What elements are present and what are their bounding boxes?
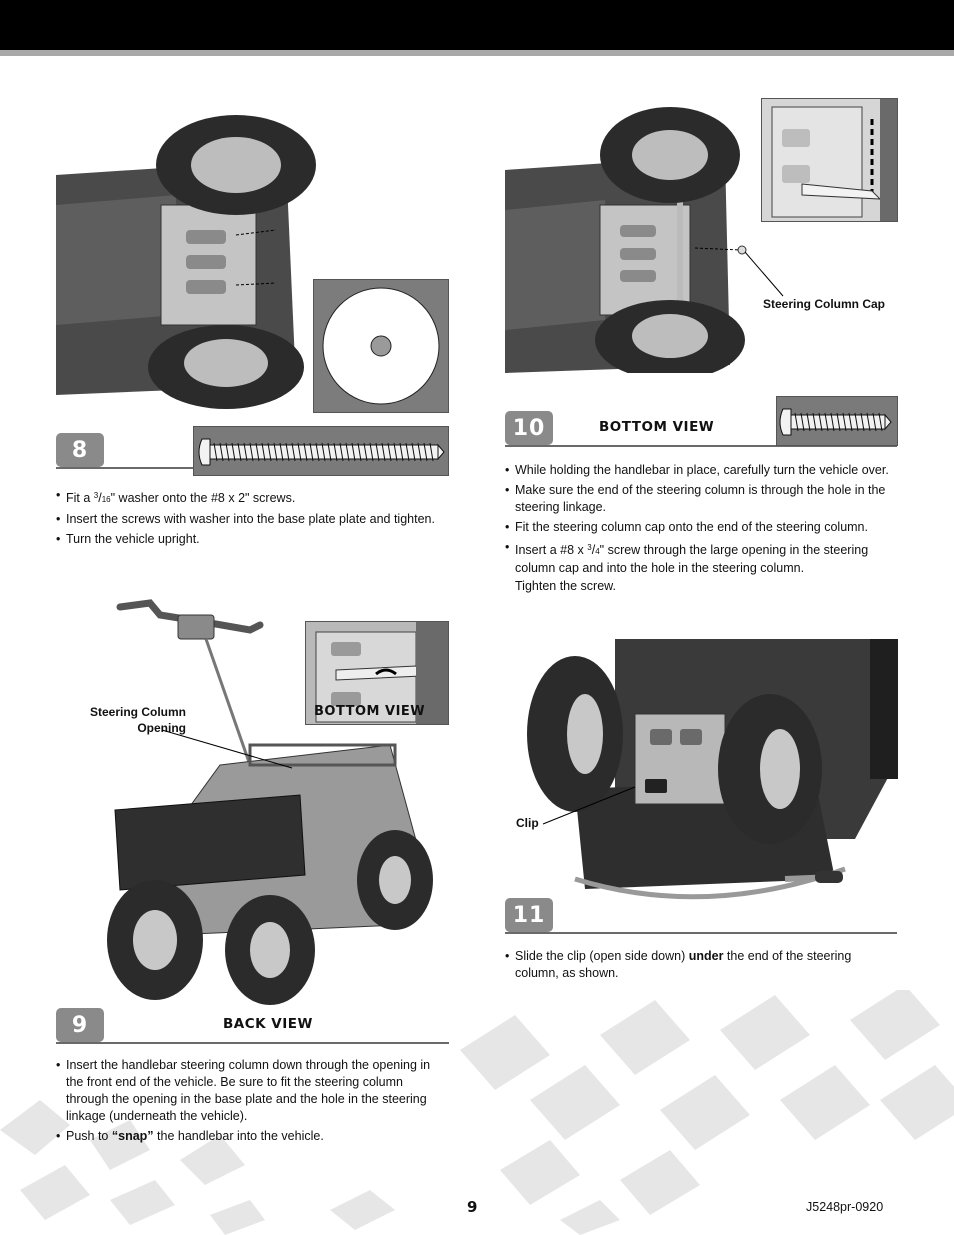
washer-icon — [314, 280, 449, 413]
step10-bullet-2: • Make sure the end of the steering column is through the hole in the steering linkage. — [505, 482, 905, 516]
atv-illustration — [762, 99, 898, 222]
washer-inset — [313, 279, 449, 413]
step8-bullet-2: • Insert the screws with washer into the base plate plate and tighten. — [56, 511, 451, 528]
screw-icon — [777, 397, 899, 447]
callout-leader-line — [160, 726, 300, 776]
step10-badge: 10 — [505, 411, 553, 445]
step8-atv-underside-figure — [56, 105, 316, 410]
step8-badge: 8 — [56, 433, 104, 467]
step10-tighten-note: Tighten the screw. — [515, 579, 616, 593]
step9-view-label: BACK VIEW — [223, 1016, 313, 1032]
steering-column-cap-label: Steering Column Cap — [763, 297, 886, 311]
step9-inset-label: BOTTOM VIEW — [314, 704, 426, 719]
header-rule — [0, 50, 954, 56]
step10-bullet-1: • While holding the handlebar in place, carefully turn the vehicle over. — [505, 462, 905, 479]
clip-label: Clip — [516, 816, 539, 830]
atv-illustration — [56, 105, 316, 410]
step8-bullet-3: • Turn the vehicle upright. — [56, 531, 451, 548]
step11-instructions — [505, 948, 897, 985]
step8-screw-box — [193, 426, 449, 476]
step11-badge: 11 — [505, 898, 553, 932]
step9-badge: 9 — [56, 1008, 104, 1042]
step11-bullet-1: • Slide the clip (open side down) under the end of the steering column, as shown. — [505, 948, 897, 982]
document-code: J5248pr-0920 — [806, 1200, 884, 1214]
step9-bullet-1: • Insert the handlebar steering column down through the opening in the front end of the vehicle. Be sure to fit the steering column through the opening in the base plate and the hole in the steering linkage (underneath the vehicle). — [56, 1057, 446, 1125]
step10-bullet-3: • Fit the steering column cap onto the end of the steering column. — [505, 519, 905, 536]
step10-view-label: BOTTOM VIEW — [599, 419, 715, 435]
step10-instructions — [505, 462, 905, 580]
step11-bar — [505, 902, 897, 934]
page-number: 9 — [467, 1198, 478, 1216]
step10-cap-inset — [761, 98, 898, 222]
step9-bar — [56, 1012, 449, 1044]
step11-atv-front-figure — [515, 639, 898, 912]
step8-instructions — [56, 487, 451, 551]
step10-bullet-4: • Insert a #8 x $^3$/4" screw through the large opening in the steering column cap and into the hole in the steering column. — [505, 539, 905, 577]
step9-bottom-inset — [305, 621, 449, 725]
atv-illustration — [515, 639, 898, 912]
step8-bullet-1: • Fit a $^3$/16" washer onto the #8 x 2" screws. — [56, 487, 451, 508]
step9-bullet-2: • Push to “snap” the handlebar into the vehicle. — [56, 1128, 446, 1145]
screw-icon — [194, 427, 450, 477]
step10-screw-box — [776, 396, 898, 446]
steering-column-opening-label: Steering Column Opening — [89, 705, 186, 735]
step9-instructions — [56, 1057, 446, 1148]
header-bar — [0, 0, 954, 50]
